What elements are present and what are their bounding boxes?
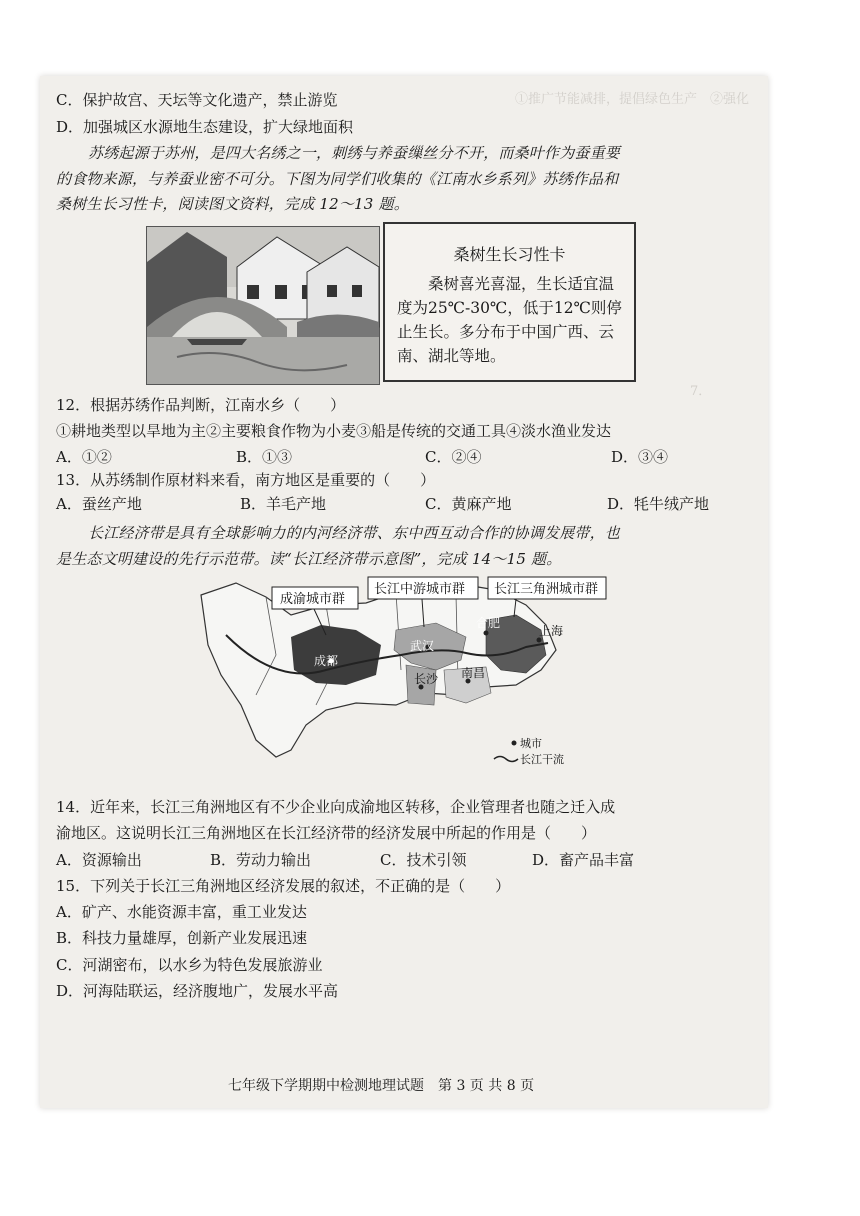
map-label-chengyu-cluster: 成渝城市群 — [280, 592, 346, 607]
question-14-option-b: B．劳动力输出 — [210, 851, 312, 869]
map-label-hefei: 合肥 — [476, 616, 501, 630]
option-d-prev: D．加强城区水源地生态建设，扩大绿地面积 — [56, 118, 354, 136]
map-label-wuhan: 武汉 — [410, 639, 435, 653]
question-14-option-a: A．资源输出 — [56, 851, 142, 869]
question-15-option-d: D．河海陆联运，经济腹地广，发展水平高 — [56, 982, 339, 1000]
question-15-option-a: A．矿产、水能资源丰富，重工业发达 — [56, 903, 307, 921]
intro-paragraph-line: 长江经济带是具有全球影响力的内河经济带、东中西互动合作的协调发展带，也 — [88, 524, 621, 542]
legend-river-symbol — [494, 757, 518, 762]
city-dot-hefei — [484, 631, 489, 636]
question-14-option-c: C．技术引领 — [380, 851, 467, 869]
question-12-option-d: D．③④ — [611, 448, 669, 466]
legend-city-label: 城市 — [520, 737, 542, 750]
intro-paragraph-line: 的食物来源，与养蚕业密不可分。下图为同学们收集的《江南水乡系列》苏绣作品和 — [56, 170, 619, 188]
page-footer: 七年级下学期期中检测地理试题 第 3 页 共 8 页 — [228, 1078, 535, 1094]
question-12-option-a: A．①② — [56, 448, 112, 466]
question-15: 15．下列关于长江三角洲地区经济发展的叙述，不正确的是（ ） — [56, 877, 511, 895]
map-svg — [196, 575, 599, 766]
question-13: 13．从苏绣制作原材料来看，南方地区是重要的（ ） — [56, 471, 436, 489]
question-13-option-b: B．羊毛产地 — [240, 495, 327, 513]
question-13-option-c: C．黄麻产地 — [425, 495, 512, 513]
question-12-option-c: C．②④ — [425, 448, 482, 466]
card-title: 桑树生长习性卡 — [453, 245, 566, 264]
question-13-option-d: D．牦牛绒产地 — [607, 495, 710, 513]
yangtze-economic-belt-map — [196, 575, 599, 766]
mulberry-habit-card — [383, 222, 636, 382]
bleed-through-text: 7． — [690, 384, 712, 399]
suzhou-embroidery-photo — [146, 226, 380, 385]
intro-paragraph-line: 桑树生长习性卡，阅读图文资料，完成 12～13 题。 — [56, 195, 409, 213]
question-14-line2: 渝地区。这说明长江三角洲地区在长江经济带的经济发展中所起的作用是（ ） — [56, 824, 597, 842]
question-12-option-b: B．①③ — [236, 448, 293, 466]
question-15-option-c: C．河湖密布，以水乡为特色发展旅游业 — [56, 956, 323, 974]
legend-city-dot — [512, 741, 517, 746]
card-text: 桑树喜光喜湿，生长适宜温度为25℃-30℃，低于12℃则停止生长。多分布于中国广西、云南、湖北等地。 — [397, 275, 622, 365]
question-12-statements: ①耕地类型以旱地为主②主要粮食作物为小麦③船是传统的交通工具④淡水渔业发达 — [56, 422, 612, 440]
legend-river-label: 长江干流 — [520, 753, 564, 766]
map-label-chengdu: 成都 — [314, 654, 339, 668]
question-14-option-d: D．畜产品丰富 — [532, 851, 635, 869]
map-label-shanghai: 上海 — [539, 624, 564, 638]
intro-paragraph-line: 苏绣起源于苏州，是四大名绣之一，刺绣与养蚕缫丝分不开，而桑叶作为蚕重要 — [88, 144, 621, 162]
option-c-prev: C．保护故宫、天坛等文化遗产，禁止游览 — [56, 91, 338, 109]
question-14-line1: 14．近年来，长江三角洲地区有不少企业向成渝地区转移，企业管理者也随之迁入成 — [56, 798, 616, 816]
question-12: 12．根据苏绣作品判断，江南水乡（ ） — [56, 396, 346, 414]
city-dot-shanghai — [537, 638, 542, 643]
question-13-option-a: A．蚕丝产地 — [56, 495, 142, 513]
bleed-through-text: ①推广节能减排，提倡绿色生产 ②强化 — [515, 92, 750, 107]
water-town-illustration — [147, 227, 379, 384]
map-label-sanjiao-cluster: 长江三角洲城市群 — [494, 582, 599, 597]
map-label-nanchang: 南昌 — [461, 666, 486, 680]
map-label-changsha: 长沙 — [414, 672, 439, 686]
question-15-option-b: B．科技力量雄厚，创新产业发展迅速 — [56, 929, 308, 947]
intro-paragraph-line: 是生态文明建设的先行示范带。读“长江经济带示意图”，完成 14～15 题。 — [56, 550, 562, 568]
map-label-zhongyou-cluster: 长江中游城市群 — [374, 582, 466, 597]
